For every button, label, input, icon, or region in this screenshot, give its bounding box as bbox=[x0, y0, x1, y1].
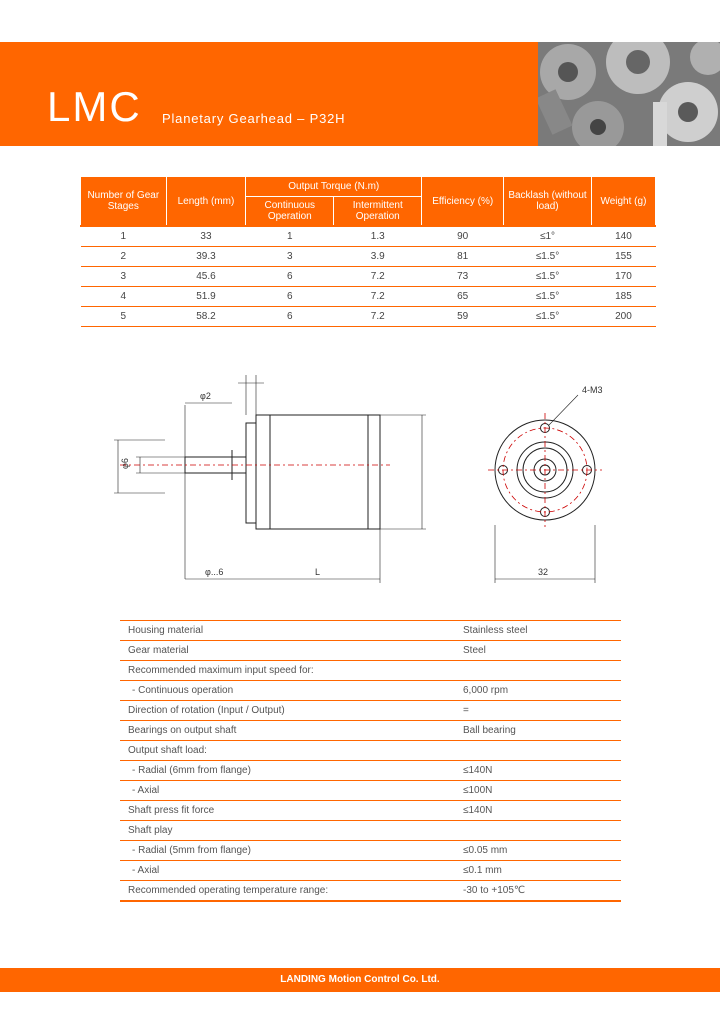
property-value: 6,000 rpm bbox=[455, 681, 621, 701]
table-row bbox=[120, 721, 621, 741]
header-intermittent: Intermittent Operation bbox=[334, 197, 422, 227]
cell-intermittent: 3.9 bbox=[334, 247, 422, 267]
table-row bbox=[120, 701, 621, 721]
cell-efficiency: 59 bbox=[422, 307, 504, 327]
property-label: - Axial bbox=[120, 861, 455, 881]
table-row bbox=[81, 307, 656, 327]
table-row bbox=[120, 861, 621, 881]
property-label: Output shaft load: bbox=[120, 741, 455, 761]
table-row bbox=[120, 841, 621, 861]
cell-length: 33 bbox=[166, 226, 246, 247]
property-value: ≤100N bbox=[455, 781, 621, 801]
cell-continuous: 3 bbox=[246, 247, 334, 267]
cell-intermittent: 7.2 bbox=[334, 267, 422, 287]
cell-backlash: ≤1.5° bbox=[504, 247, 592, 267]
cell-stages: 1 bbox=[81, 226, 167, 247]
table-row bbox=[120, 781, 621, 801]
table-row bbox=[81, 226, 656, 247]
flange bbox=[246, 423, 256, 523]
property-value: Stainless steel bbox=[455, 621, 621, 641]
header-backlash: Backlash (without load) bbox=[504, 177, 592, 227]
header-torque: Output Torque (N.m) bbox=[246, 177, 422, 197]
table-row bbox=[81, 247, 656, 267]
header-continuous: Continuous Operation bbox=[246, 197, 334, 227]
cell-stages: 4 bbox=[81, 287, 167, 307]
cell-backlash: ≤1.5° bbox=[504, 267, 592, 287]
property-label: Housing material bbox=[120, 621, 455, 641]
table-row bbox=[81, 287, 656, 307]
cell-weight: 200 bbox=[591, 307, 655, 327]
gearhead-body bbox=[256, 415, 380, 529]
cell-backlash: ≤1.5° bbox=[504, 307, 592, 327]
table-row bbox=[120, 741, 621, 761]
cell-weight: 170 bbox=[591, 267, 655, 287]
property-value bbox=[455, 741, 621, 761]
brand-logo-text: LMC bbox=[47, 83, 142, 130]
table-row bbox=[81, 267, 656, 287]
property-label: - Continuous operation bbox=[120, 681, 455, 701]
cell-weight: 155 bbox=[591, 247, 655, 267]
property-label: Gear material bbox=[120, 641, 455, 661]
gears-photo bbox=[538, 42, 720, 146]
table-row bbox=[120, 661, 621, 681]
cell-efficiency: 81 bbox=[422, 247, 504, 267]
property-label: - Radial (5mm from flange) bbox=[120, 841, 455, 861]
table-row bbox=[120, 801, 621, 821]
property-value: Steel bbox=[455, 641, 621, 661]
dim-label-hole: 4-M3 bbox=[582, 385, 603, 395]
cell-weight: 185 bbox=[591, 287, 655, 307]
dim-label-bottom: φ...6 bbox=[205, 567, 224, 577]
property-value: -30 to +105℃ bbox=[455, 881, 621, 902]
property-label: Direction of rotation (Input / Output) bbox=[120, 701, 455, 721]
cell-backlash: ≤1.5° bbox=[504, 287, 592, 307]
cell-continuous: 6 bbox=[246, 287, 334, 307]
cell-length: 45.6 bbox=[166, 267, 246, 287]
header-length: Length (mm) bbox=[166, 177, 246, 227]
cell-weight: 140 bbox=[591, 226, 655, 247]
page-title: Planetary Gearhead – P32H bbox=[162, 111, 346, 126]
property-label: Shaft play bbox=[120, 821, 455, 841]
cell-efficiency: 65 bbox=[422, 287, 504, 307]
property-value: ≤0.05 mm bbox=[455, 841, 621, 861]
cell-continuous: 1 bbox=[246, 226, 334, 247]
dim-label-top: φ2 bbox=[200, 391, 211, 401]
property-value bbox=[455, 661, 621, 681]
cell-stages: 5 bbox=[81, 307, 167, 327]
property-value: ≤140N bbox=[455, 801, 621, 821]
cell-continuous: 6 bbox=[246, 267, 334, 287]
properties-table bbox=[120, 620, 621, 902]
table-row bbox=[120, 761, 621, 781]
cell-stages: 2 bbox=[81, 247, 167, 267]
cell-continuous: 6 bbox=[246, 307, 334, 327]
table-row bbox=[120, 641, 621, 661]
property-label: Recommended operating temperature range: bbox=[120, 881, 455, 902]
cell-length: 51.9 bbox=[166, 287, 246, 307]
property-value: ≤0.1 mm bbox=[455, 861, 621, 881]
dim-label-diameter: 32 bbox=[538, 567, 549, 577]
cell-length: 58.2 bbox=[166, 307, 246, 327]
table-row bbox=[120, 621, 621, 641]
header-efficiency: Efficiency (%) bbox=[422, 177, 504, 227]
cell-efficiency: 90 bbox=[422, 226, 504, 247]
property-label: Bearings on output shaft bbox=[120, 721, 455, 741]
property-label: - Axial bbox=[120, 781, 455, 801]
cell-backlash: ≤1° bbox=[504, 226, 592, 247]
dim-label-length: L bbox=[315, 567, 321, 577]
specification-table bbox=[80, 176, 656, 327]
cell-length: 39.3 bbox=[166, 247, 246, 267]
property-value: Ball bearing bbox=[455, 721, 621, 741]
header-weight: Weight (g) bbox=[591, 177, 655, 227]
cell-efficiency: 73 bbox=[422, 267, 504, 287]
property-value: ≤140N bbox=[455, 761, 621, 781]
property-label: Recommended maximum input speed for: bbox=[120, 661, 455, 681]
header-stages: Number of Gear Stages bbox=[81, 177, 167, 227]
cell-intermittent: 7.2 bbox=[334, 307, 422, 327]
technical-drawing bbox=[90, 365, 630, 590]
footer-company: LANDING Motion Control Co. Ltd. bbox=[0, 968, 720, 992]
table-row bbox=[120, 881, 621, 902]
property-value bbox=[455, 821, 621, 841]
property-value: = bbox=[455, 701, 621, 721]
cell-stages: 3 bbox=[81, 267, 167, 287]
cell-intermittent: 7.2 bbox=[334, 287, 422, 307]
property-label: - Radial (6mm from flange) bbox=[120, 761, 455, 781]
table-row bbox=[120, 681, 621, 701]
dim-label-shaft: φ6 bbox=[120, 458, 130, 469]
table-row bbox=[120, 821, 621, 841]
property-label: Shaft press fit force bbox=[120, 801, 455, 821]
cell-intermittent: 1.3 bbox=[334, 226, 422, 247]
